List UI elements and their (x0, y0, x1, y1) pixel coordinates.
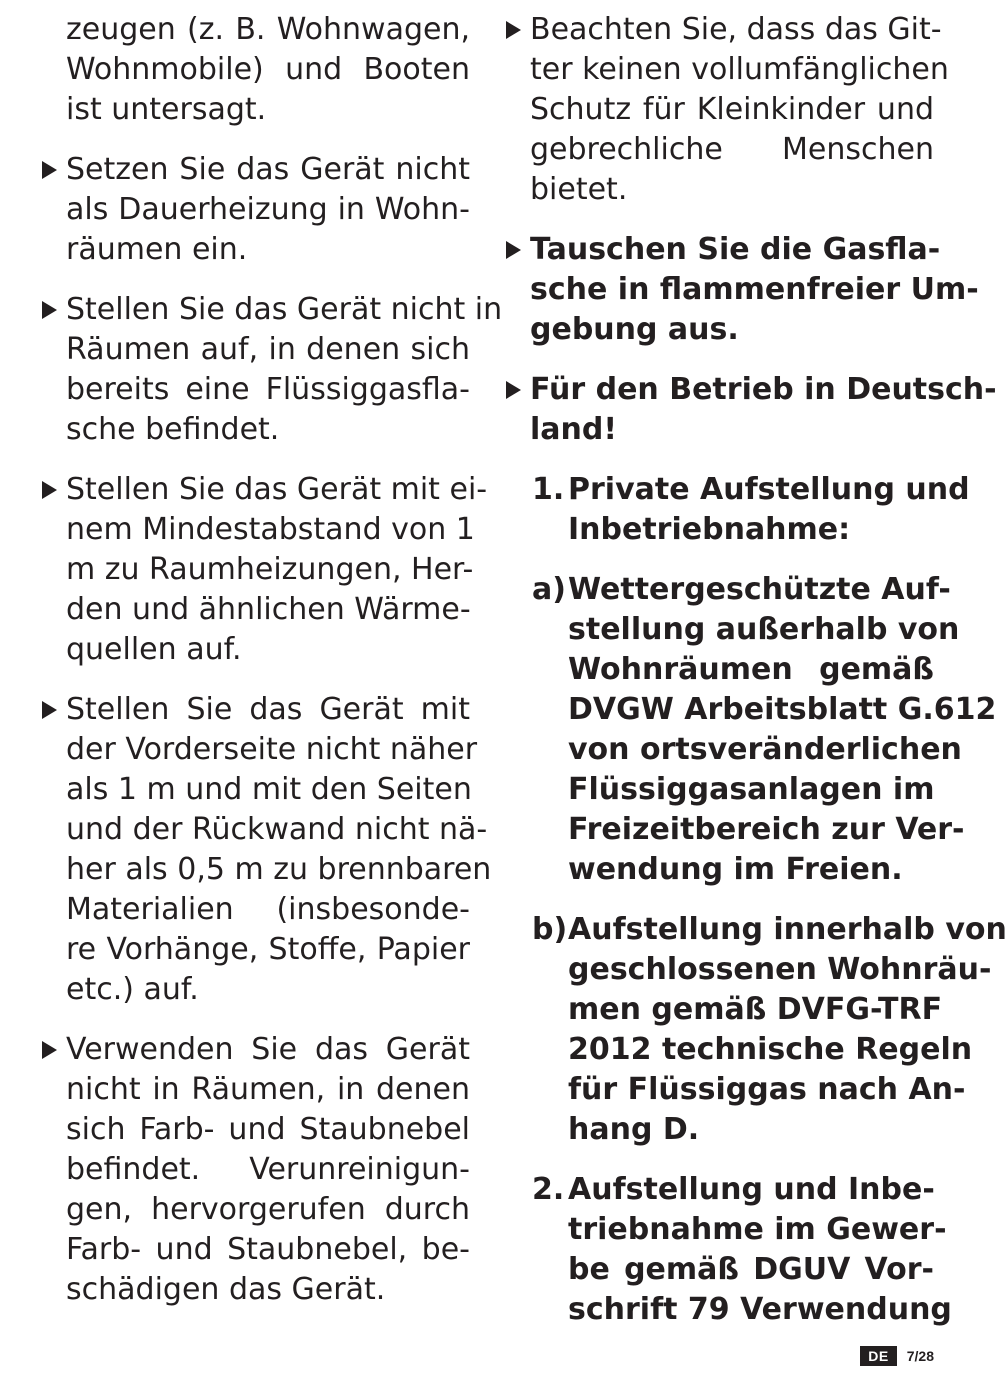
text-line: ist untersagt. (66, 92, 267, 127)
text-line: sche in flammenfreier Um- (530, 272, 979, 307)
text-line: Inbetriebnahme: (568, 512, 851, 547)
language-badge: DE (860, 1346, 896, 1366)
left-column (42, 10, 503, 1330)
page-number: 7/28 (906, 1348, 934, 1364)
bullet-item (506, 370, 997, 450)
triangle-bullet-icon (42, 161, 57, 179)
text-line: Stellen Sie das Gerät mit (66, 692, 470, 727)
text-line: her als 0,5 m zu brennbaren (66, 852, 492, 887)
right-column (506, 10, 1007, 1350)
text-line: Räumen auf, in denen sich (66, 332, 470, 367)
item-number: 1. (532, 472, 565, 507)
text-line: geschlossenen Wohnräu- (568, 952, 992, 987)
text-line: 2012 technische Regeln (568, 1032, 973, 1067)
numbered-item (506, 570, 997, 890)
text-line: be gemäß DGUV Vor- (568, 1252, 934, 1287)
text-line: land! (530, 412, 618, 447)
text-line: nem Mindestabstand von 1 (66, 512, 475, 547)
text-line: wendung im Freien. (568, 852, 903, 887)
text-line: Schutz für Kleinkinder und (530, 92, 934, 127)
text-line: triebnahme im Gewer- (568, 1212, 947, 1247)
text-line: Wohnräumen gemäß (568, 652, 934, 687)
triangle-bullet-icon (42, 701, 57, 719)
text-line: als Dauerheizung in Wohn- (66, 192, 470, 227)
text-line: Aufstellung innerhalb von (568, 912, 1007, 947)
page-footer (860, 1346, 934, 1366)
bullet-item (506, 230, 979, 350)
text-line: Beachten Sie, dass das Git- (530, 12, 942, 47)
text-line: hang D. (568, 1112, 700, 1147)
text-line: Freizeitbereich zur Ver- (568, 812, 965, 847)
text-line: schädigen das Gerät. (66, 1272, 386, 1307)
item-number: b) (532, 912, 568, 947)
text-line: und der Rückwand nicht nä- (66, 812, 488, 847)
text-line: Flüssiggasanlagen im (568, 772, 935, 807)
text-line: der Vorderseite nicht näher (66, 732, 478, 767)
text-line: Materialien (insbesonde- (66, 892, 470, 927)
text-line: stellung außerhalb von (568, 612, 960, 647)
triangle-bullet-icon (506, 21, 521, 39)
text-line: bereits eine Flüssiggasfla- (66, 372, 470, 407)
text-line: quellen auf. (66, 632, 242, 667)
bullet-item (42, 290, 503, 450)
bullet-item (42, 1030, 470, 1310)
text-line: etc.) auf. (66, 972, 199, 1007)
triangle-bullet-icon (506, 241, 521, 259)
item-number: a) (532, 572, 566, 607)
numbered-item (506, 470, 970, 550)
bullet-item (42, 150, 470, 270)
text-line: Aufstellung und Inbe- (568, 1172, 935, 1207)
text-line: gen, hervorgerufen durch (66, 1192, 470, 1227)
text-line: DVGW Arbeitsblatt G.612 (568, 692, 997, 727)
text-line: Wettergeschützte Auf- (568, 572, 951, 607)
text-line: gebung aus. (530, 312, 739, 347)
triangle-bullet-icon (506, 381, 521, 399)
text-line: gebrechliche Menschen (530, 132, 934, 167)
triangle-bullet-icon (42, 301, 57, 319)
item-number: 2. (532, 1172, 565, 1207)
text-line: befindet. Verunreinigun- (66, 1152, 470, 1187)
text-line: men gemäß DVFG-TRF (568, 992, 943, 1027)
text-line: Setzen Sie das Gerät nicht (66, 152, 470, 187)
text-line: Private Aufstellung und (568, 472, 970, 507)
text-line: von ortsveränderlichen (568, 732, 962, 767)
text-line: Verwenden Sie das Gerät (66, 1032, 470, 1067)
text-line: ter keinen vollumfänglichen (530, 52, 949, 87)
text-line: Tauschen Sie die Gasfla- (530, 232, 941, 267)
text-line: m zu Raumheizungen, Her- (66, 552, 474, 587)
continued-paragraph (42, 10, 470, 130)
text-line: für Flüssiggas nach An- (568, 1072, 966, 1107)
triangle-bullet-icon (42, 481, 57, 499)
text-line: Farb- und Staubnebel, be- (66, 1232, 470, 1267)
text-line: nicht in Räumen, in denen (66, 1072, 470, 1107)
text-line: Wohnmobile) und Booten (66, 52, 470, 87)
text-line: Stellen Sie das Gerät nicht in (66, 292, 503, 327)
bullet-item (506, 10, 949, 210)
text-line: Für den Betrieb in Deutsch- (530, 372, 997, 407)
text-line: re Vorhänge, Stoffe, Papier (66, 932, 470, 967)
bullet-item (42, 690, 492, 1010)
text-line: schrift 79 Verwendung (568, 1292, 952, 1327)
numbered-item (506, 1170, 952, 1330)
text-line: den und ähnlichen Wärme- (66, 592, 471, 627)
text-line: zeugen (z. B. Wohnwagen, (66, 12, 470, 47)
text-line: räumen ein. (66, 232, 248, 267)
bullet-item (42, 470, 488, 670)
triangle-bullet-icon (42, 1041, 57, 1059)
text-line: sche befindet. (66, 412, 280, 447)
text-line: als 1 m und mit den Seiten (66, 772, 472, 807)
text-line: sich Farb- und Staubnebel (66, 1112, 470, 1147)
text-line: bietet. (530, 172, 628, 207)
numbered-item (506, 910, 1007, 1150)
text-line: Stellen Sie das Gerät mit ei- (66, 472, 488, 507)
